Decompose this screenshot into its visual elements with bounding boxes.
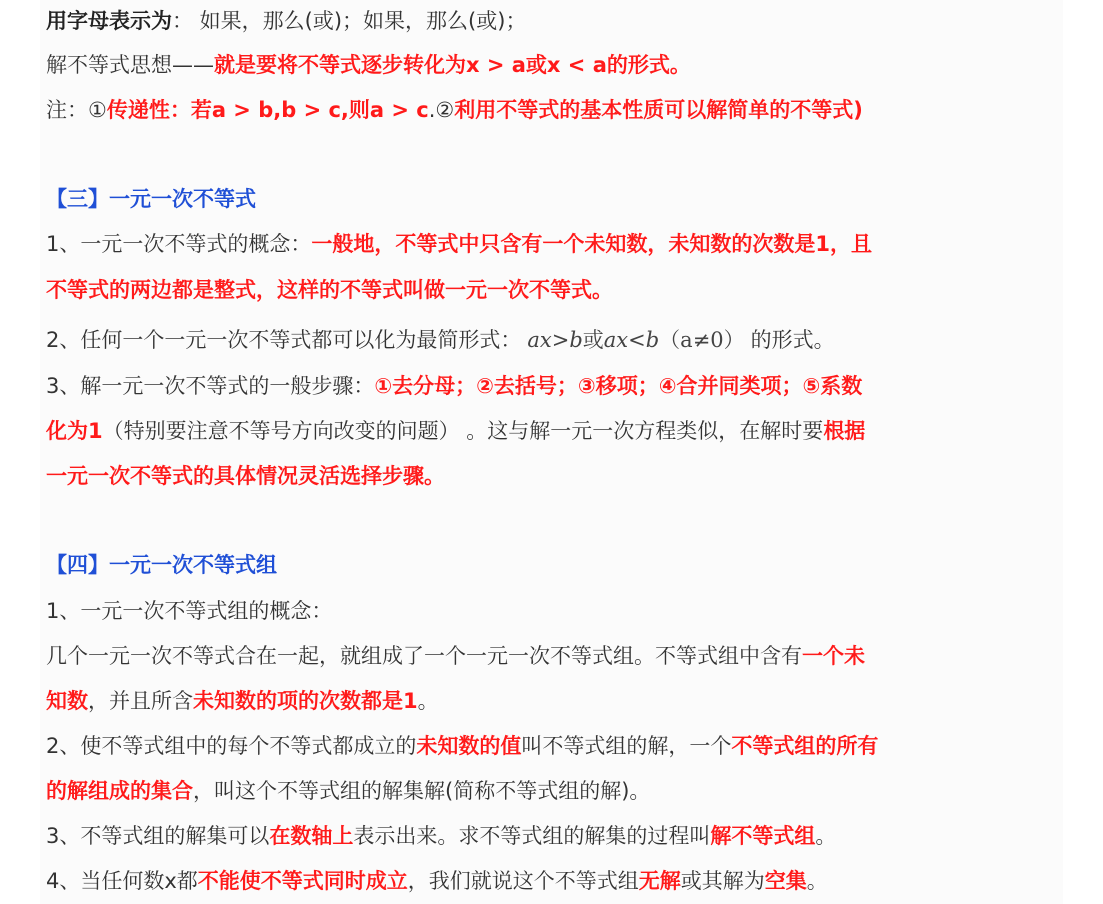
s3-p1-highlight-cont: 不等式的两边都是整式，这样的不等式叫做一元一次不等式。 [46,278,613,302]
s3-p3-highlight-cont: 一元一次不等式的具体情况灵活选择步骤。 [46,464,445,488]
s4-p4-text2: 表示出来。求不等式组的解集的过程叫 [353,824,711,848]
note-sep: .② [428,98,455,122]
s3-p3-label: 3、解一元一次不等式的一般步骤： [46,374,375,398]
s3-p2-tail: 的形式。 [750,328,835,352]
s4-p2-text: 几个一元一次不等式合在一起，就组成了一个一元一次不等式组。不等式组中含有 [46,644,802,668]
simplest-form-formula [521,325,750,355]
s4-p3-end: ，叫这个不等式组的解集解(简称不等式组的解)。 [193,779,651,803]
note-label: 注：① [46,98,107,122]
s3-p3-note: （特别要注意不等号方向改变的问题） 。这与解一元一次方程类似，在解时要 [102,419,824,443]
s3-p3-line3 [46,461,445,491]
s4-p4-text: 3、不等式组的解集可以 [46,824,270,848]
s4-p4-highlight: 在数轴上 [269,824,354,848]
s4-p5-highlight: 不能使不等式同时成立 [197,869,408,893]
letters-label: 用字母表示为 [46,9,172,33]
line-note [46,95,863,125]
letters-text: ： 如果，那么(或)；如果，那么(或)； [172,9,527,33]
s4-p3-line2 [46,776,650,806]
s4-p4 [46,821,836,851]
s4-p3-highlight2-cont: 的解组成的集合 [46,779,193,803]
thought-label: 解不等式思想—— [46,53,214,77]
s4-p3-highlight: 未知数的值 [416,734,522,758]
formula-gt: ax>b [527,328,583,352]
s4-p5 [46,866,828,896]
line-letters [46,6,526,36]
s4-p2-line1 [46,641,865,671]
section-heading-4: 【四】一元一次不等式组 [46,553,277,577]
s4-p3-text: 2、使不等式组中的每个不等式都成立的 [46,734,417,758]
s3-p3-highlight: 根据 [823,419,866,443]
s3-p1-line1 [46,229,872,259]
s3-p2-label: 2、任何一个一元一次不等式都可以化为最简形式： [46,328,522,352]
s4-p5-text2: ，我们就说这个不等式组 [407,869,639,893]
s4-p5-highlight3: 空集 [764,869,807,893]
s4-p2-text2: ，并且所含 [88,689,193,713]
s4-p3-text2: 叫不等式组的解，一个 [521,734,732,758]
s4-p3-highlight2: 不等式组的所有 [731,734,879,758]
formula-condition: （a≠0） [659,328,745,352]
s4-p5-highlight2: 无解 [638,869,681,893]
s4-p4-end: 。 [815,824,837,848]
s4-p5-text: 4、当任何数x都 [46,869,198,893]
s4-p5-text3: 或其解为 [680,869,765,893]
s4-p3-line1 [46,731,878,761]
s3-p2 [46,325,835,355]
s3-p1-label: 1、一元一次不等式的概念： [46,232,312,256]
s3-p3-steps-cont: 化为1 [46,419,103,443]
section-heading-3: 【三】一元一次不等式 [46,187,256,211]
note-property: 利用不等式的基本性质可以解简单的不等式) [454,98,863,122]
s4-p1: 1、一元一次不等式组的概念： [46,599,333,623]
s3-p1-highlight: 一般地，不等式中只含有一个未知数，未知数的次数是1，且 [311,232,872,256]
s4-p2-highlight: 一个未 [802,644,865,668]
s3-p3-line2 [46,416,865,446]
s4-p2-line2 [46,686,439,716]
formula-lt: ax<b [603,328,660,352]
s4-p2-end: 。 [417,689,439,713]
s4-p2-highlight2: 未知数的项的次数都是1 [193,689,418,713]
s4-p5-end: 。 [806,869,828,893]
s3-p3-steps: ①去分母；②去括号；③移项；④合并同类项；⑤系数 [374,374,863,398]
s3-p1-line2 [46,275,613,305]
s4-p2-highlight-cont: 知数 [46,689,88,713]
note-transitivity: 传递性：若a > b,b > c,则a > c [106,98,429,122]
line-thought [46,50,691,80]
formula-or: 或 [582,328,604,352]
s3-p3-line1 [46,371,862,401]
thought-highlight: 就是要将不等式逐步转化为x > a或x < a的形式。 [214,53,691,77]
s4-p4-highlight2: 解不等式组 [710,824,816,848]
